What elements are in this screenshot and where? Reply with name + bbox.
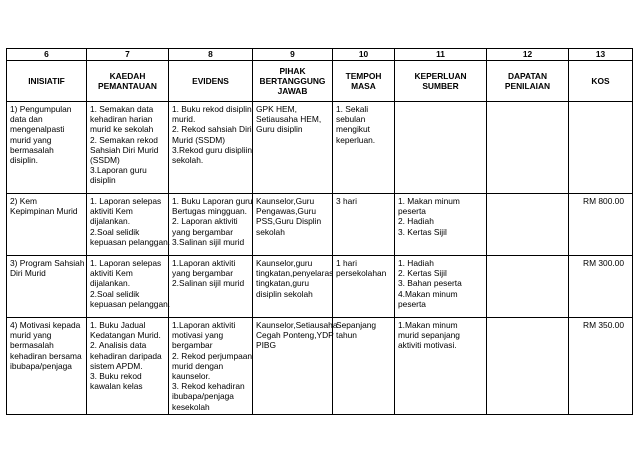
cell-text-line: bermasalah	[10, 144, 54, 155]
cell-kaedah-pemantauan	[87, 194, 169, 256]
cell-text-line: aktiviti motivasi.	[398, 340, 457, 351]
header-inisiatif: INISIATIF	[7, 61, 87, 102]
cell-text-line: 3.Salinan sijil murid	[172, 236, 245, 247]
cell-kos	[569, 102, 633, 194]
cell-pihak-bertanggungjawab	[253, 194, 333, 256]
column-number: 11	[395, 49, 487, 61]
header-kos: KOS	[569, 61, 633, 102]
cell-text-line: 2. Rekod perjumpaan	[172, 350, 253, 361]
cell-text-line: kehadiran daripada	[90, 350, 162, 361]
cell-text-line: RM 800.00	[583, 196, 624, 206]
column-number: 12	[487, 49, 569, 61]
cell-text-line: 1.Laporan aktiviti	[172, 320, 236, 330]
column-number: 8	[169, 49, 253, 61]
cell-text-line: 2.Salinan sijil murid	[172, 278, 245, 289]
header-pihak-bertanggungjawab: PIHAK BERTANGGUNG JAWAB	[253, 61, 333, 102]
cell-text-line: mengenalpasti	[10, 124, 65, 135]
cell-text-line: dijalankan.	[90, 216, 131, 227]
cell-text-line: murid dengan	[172, 360, 224, 371]
cell-text-line: mengikut	[336, 124, 370, 135]
cell-text-line: 1. Hadiah	[398, 258, 434, 268]
cell-inisiatif	[7, 194, 87, 256]
cell-kaedah-pemantauan	[87, 102, 169, 194]
cell-text-line: kaunselor.	[172, 371, 211, 382]
column-number: 7	[87, 49, 169, 61]
cell-text-line: peserta	[398, 298, 426, 309]
cell-text-line: kepuasan pelanggan.	[90, 298, 171, 309]
cell-text-line: RM 300.00	[583, 258, 624, 268]
cell-text-line: Setiausaha HEM,	[256, 114, 322, 125]
cell-text-line: (SSDM)	[90, 155, 120, 166]
cell-text-line: 1. Makan minum	[398, 196, 460, 206]
cell-text-line: 2.Soal selidik	[90, 226, 140, 237]
cell-text-line: kehadiran bersama	[10, 350, 82, 361]
cell-text-line: 2. Rekod sahsiah Diri	[172, 124, 252, 135]
cell-text-line: 3.Laporan guru	[90, 165, 147, 176]
cell-text-line: persekolahan	[336, 268, 387, 279]
cell-text-line: 1) Pengumpulan	[10, 104, 72, 114]
cell-text-line: peserta	[398, 206, 426, 217]
cell-text-line: 2. Semakan rekod	[90, 134, 158, 145]
cell-inisiatif	[7, 102, 87, 194]
cell-text-line: 3. Rekod kehadiran	[172, 381, 245, 392]
cell-text-line: murid sepanjang	[398, 330, 460, 341]
cell-text-line: 1. Buku rekod disiplin	[172, 104, 252, 114]
header-tempoh-masa: TEMPOH MASA	[333, 61, 395, 102]
cell-text-line: 2. Kertas Sijil	[398, 268, 447, 279]
cell-evidens	[169, 194, 253, 256]
cell-text-line: 3.Rekod guru disipliin	[172, 144, 253, 155]
cell-pihak-bertanggungjawab	[253, 256, 333, 318]
cell-evidens	[169, 256, 253, 318]
cell-text-line: ibubapa/penjaga	[10, 360, 72, 371]
cell-text-line: keperluan.	[336, 134, 376, 145]
cell-text-line: Kaunselor,guru	[256, 258, 313, 268]
column-number: 9	[253, 49, 333, 61]
cell-tempoh-masa	[333, 194, 395, 256]
cell-inisiatif	[7, 318, 87, 415]
cell-text-line: 1. Buku Jadual	[90, 320, 146, 330]
cell-text-line: 1.Makan minum	[398, 320, 458, 330]
document-page	[6, 48, 632, 415]
cell-tempoh-masa	[333, 102, 395, 194]
cell-text-line: 2.Soal selidik	[90, 288, 140, 299]
cell-text-line: 1. Sekali	[336, 104, 369, 114]
cell-text-line: tingkatan,penyelaras	[256, 268, 334, 279]
column-number: 10	[333, 49, 395, 61]
column-number: 6	[7, 49, 87, 61]
cell-dapatan-penilaian	[487, 194, 569, 256]
header-evidens: EVIDENS	[169, 61, 253, 102]
header-keperluan-sumber: KEPERLUAN SUMBER	[395, 61, 487, 102]
column-number: 13	[569, 49, 633, 61]
cell-text-line: Murid (SSDM)	[172, 134, 226, 145]
cell-kaedah-pemantauan	[87, 318, 169, 415]
cell-dapatan-penilaian	[487, 318, 569, 415]
cell-text-line: kehadiran harian	[90, 114, 153, 125]
table-row	[7, 318, 633, 415]
table-row	[7, 256, 633, 318]
cell-text-line: 2. Analisis data	[90, 340, 147, 351]
cell-text-line: PSS,Guru Displin	[256, 216, 322, 227]
cell-text-line: sistem APDM.	[90, 360, 143, 371]
cell-text-line: ibubapa/penjaga	[172, 391, 234, 402]
cell-text-line: motivasi yang	[172, 330, 224, 341]
column-header-row	[7, 61, 633, 102]
cell-text-line: 3. Buku rekod	[90, 371, 142, 382]
cell-pihak-bertanggungjawab	[253, 102, 333, 194]
cell-keperluan-sumber	[395, 318, 487, 415]
cell-evidens	[169, 318, 253, 415]
cell-text-line: disiplin.	[10, 155, 38, 166]
cell-text-line: murid ke sekolah	[90, 124, 154, 135]
cell-text-line: 2) Kem	[10, 196, 37, 206]
cell-text-line: Kaunselor,Guru	[256, 196, 315, 206]
cell-kaedah-pemantauan	[87, 256, 169, 318]
cell-keperluan-sumber	[395, 194, 487, 256]
cell-text-line: yang bergambar	[172, 226, 233, 237]
cell-text-line: 4) Motivasi kepada	[10, 320, 81, 330]
cell-kos	[569, 256, 633, 318]
cell-text-line: kawalan kelas	[90, 381, 143, 392]
cell-dapatan-penilaian	[487, 102, 569, 194]
cell-text-line: 1 hari	[336, 258, 357, 268]
cell-text-line: kepuasan pelanggan.	[90, 236, 171, 247]
cell-text-line: data dan	[10, 114, 43, 125]
cell-text-line: RM 350.00	[583, 320, 624, 330]
cell-text-line: 1. Buku Laporan guru	[172, 196, 253, 206]
cell-text-line: Cegah Ponteng,YDP	[256, 330, 334, 341]
cell-text-line: 1. Semakan data	[90, 104, 154, 114]
cell-text-line: kesekolah	[172, 401, 210, 412]
cell-keperluan-sumber	[395, 102, 487, 194]
cell-text-line: Kaunselor,Setiausaha	[256, 320, 338, 330]
cell-text-line: Guru disiplin	[256, 124, 303, 135]
header-dapatan-penilaian: DAPATAN PENILAIAN	[487, 61, 569, 102]
cell-pihak-bertanggungjawab	[253, 318, 338, 415]
cell-text-line: 3. Bahan peserta	[398, 278, 462, 289]
table-row	[7, 102, 633, 194]
cell-text-line: Sahsiah Diri Murid	[90, 144, 159, 155]
cell-text-line: Bertugas mingguan.	[172, 206, 247, 217]
cell-text-line: 1. Laporan selepas	[90, 258, 162, 268]
cell-text-line: Diri Murid	[10, 268, 46, 279]
cell-text-line: sekolah.	[172, 155, 204, 166]
cell-text-line: Pengawas,Guru	[256, 206, 317, 217]
cell-text-line: murid yang	[10, 330, 52, 341]
cell-text-line: disiplin	[90, 175, 116, 186]
cell-text-line: Kepimpinan Murid	[10, 206, 78, 217]
cell-text-line: tingkatan,guru	[256, 278, 310, 289]
cell-inisiatif	[7, 256, 87, 318]
cell-dapatan-penilaian	[487, 256, 569, 318]
cell-text-line: PIBG	[256, 340, 277, 351]
cell-text-line: murid.	[172, 114, 196, 125]
cell-text-line: 2. Laporan aktiviti	[172, 216, 238, 227]
cell-text-line: Sepanjang	[336, 320, 377, 330]
cell-text-line: dijalankan.	[90, 278, 131, 289]
cell-text-line: 3 hari	[336, 196, 357, 206]
cell-text-line: aktiviti Kem	[90, 206, 133, 217]
plan-table	[6, 48, 633, 415]
cell-text-line: Kedatangan Murid.	[90, 330, 161, 341]
cell-text-line: bermasalah	[10, 340, 54, 351]
cell-text-line: disiplin sekolah	[256, 288, 313, 299]
cell-text-line: 4.Makan minum	[398, 288, 458, 299]
cell-text-line: 3) Program Sahsiah	[10, 258, 85, 268]
cell-text-line: murid yang	[10, 134, 52, 145]
header-kaedah-pemantauan: KAEDAH PEMANTAUAN	[87, 61, 169, 102]
cell-text-line: yang bergambar	[172, 268, 233, 279]
cell-tempoh-masa	[333, 318, 395, 415]
cell-text-line: GPK HEM,	[256, 104, 297, 114]
cell-text-line: sebulan	[336, 114, 366, 125]
cell-kos	[569, 194, 633, 256]
cell-text-line: 3. Kertas Sijil	[398, 226, 447, 237]
cell-evidens	[169, 102, 253, 194]
cell-text-line: 1. Laporan selepas	[90, 196, 162, 206]
cell-text-line: tahun	[336, 330, 357, 341]
cell-text-line: 1.Laporan aktiviti	[172, 258, 236, 268]
column-number-row	[7, 49, 633, 61]
cell-tempoh-masa	[333, 256, 395, 318]
cell-keperluan-sumber	[395, 256, 487, 318]
table-row	[7, 194, 633, 256]
cell-kos	[569, 318, 633, 415]
cell-text-line: 2. Hadiah	[398, 216, 434, 227]
cell-text-line: aktiviti Kem	[90, 268, 133, 279]
cell-text-line: sekolah	[256, 226, 285, 237]
cell-text-line: bergambar	[172, 340, 213, 351]
